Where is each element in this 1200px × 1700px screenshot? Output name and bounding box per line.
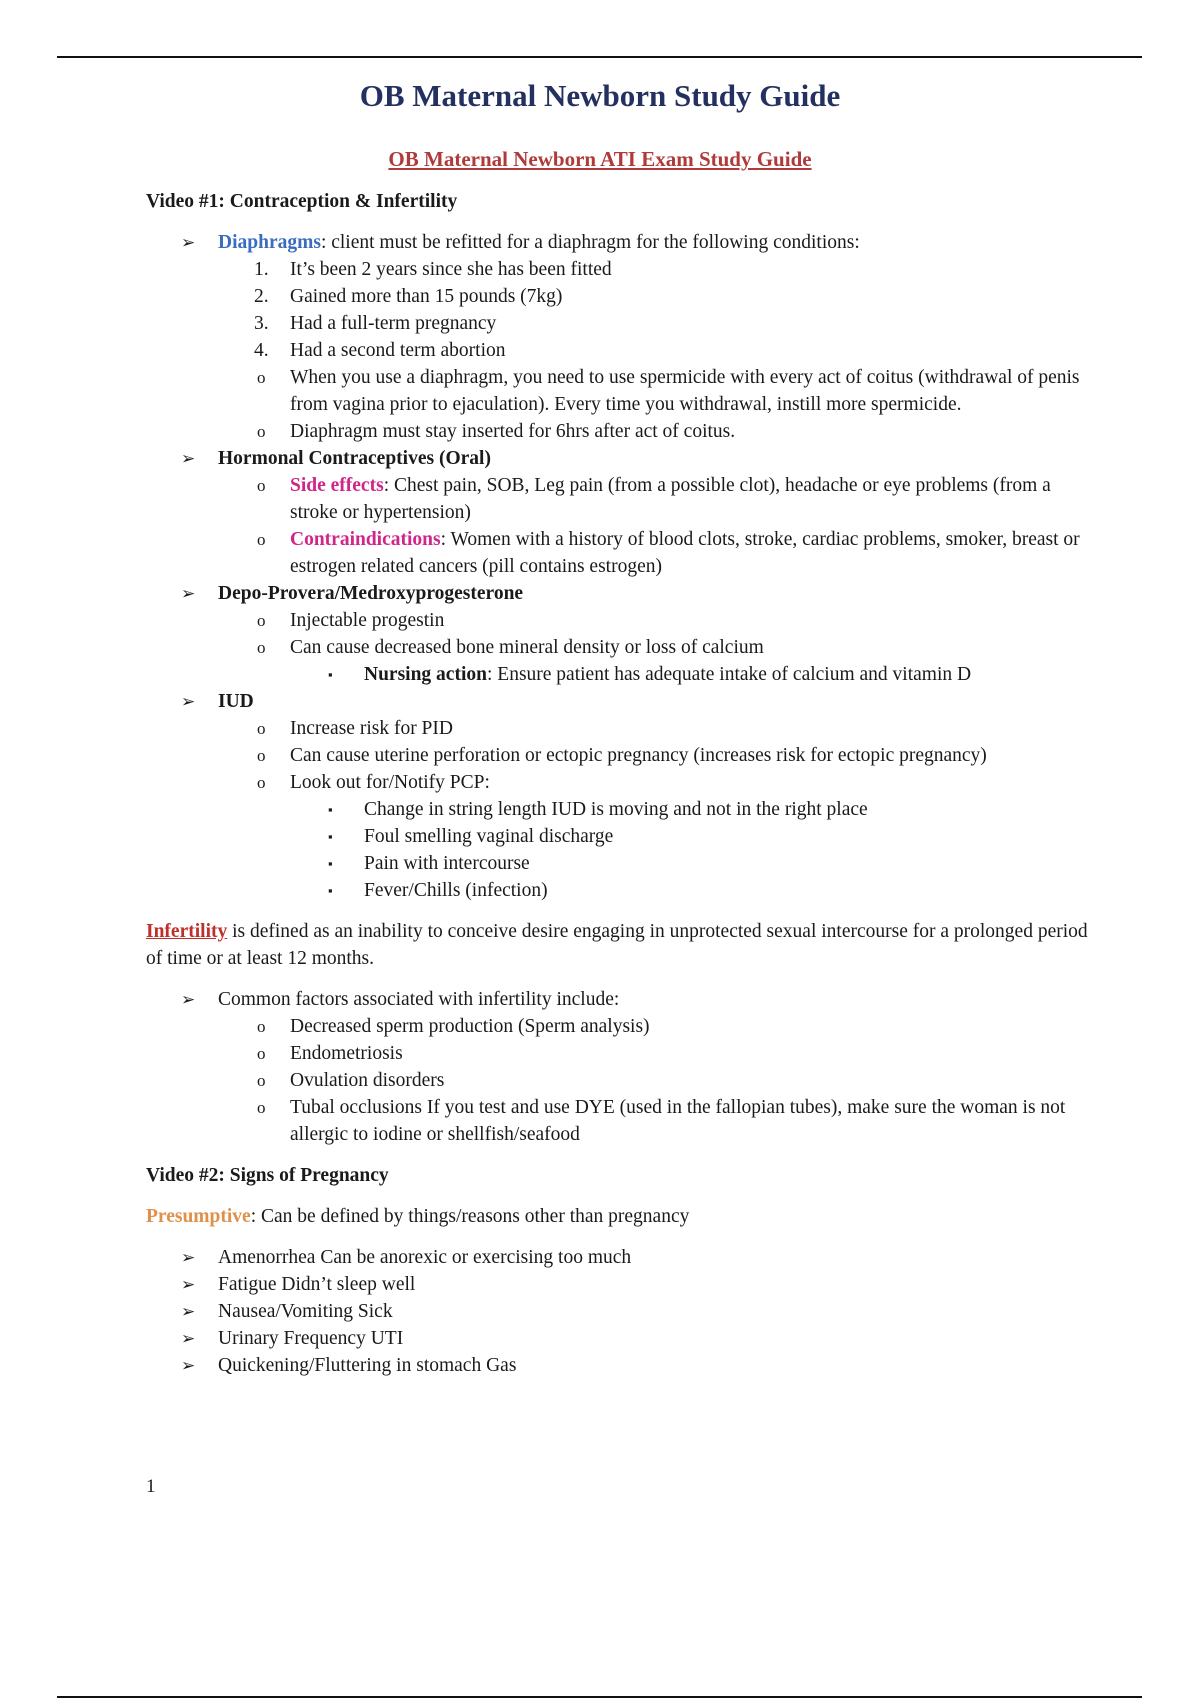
iud-item: o Can cause uterine perforation or ectopic pregnancy (increases risk for ectopic pregnancy) [146,742,1096,769]
bullet-hormonal [146,445,1096,472]
square-bullet-icon: ▪ [328,883,333,898]
circle-bullet-icon: o [257,1071,266,1090]
factor-item: o Tubal occlusions If you test and use DYE (used in the fallopian tubes), make sure the woman is not allergic to iodine or shellfish/seafood [146,1094,1096,1148]
bottom-rule [57,1696,1142,1698]
arrow-bullet-icon: ➢ [181,1275,196,1294]
circle-bullet-icon: o [257,611,266,630]
arrow-bullet-icon: ➢ [181,1302,196,1321]
diaphragms-text: : client must be refitted for a diaphragm for the following conditions: [320,232,860,253]
contraindications-item: o Contraindications: Women with a history of blood clots, stroke, cardiac problems, smoker, breast or estrogen related cancers (pill contains estrogen) [146,526,1096,580]
condition-item: 3. Had a full-term pregnancy [254,313,497,334]
diaphragm-note: o Diaphragm must stay inserted for 6hrs after act of coitus. [146,418,1096,445]
arrow-bullet-icon: ➢ [181,1248,196,1267]
bullet-iud [146,688,1096,715]
infertility-term: Infertility [146,921,228,942]
circle-bullet-icon: o [257,746,266,765]
circle-bullet-icon: o [257,773,266,792]
hormonal-heading: Hormonal Contraceptives (Oral) [218,448,491,469]
infertility-paragraph: Infertility is defined as an inability to conceive desire engaging in unprotected sexual intercourse for a prolonged period of time or at least 12 months. [146,921,1088,969]
sign-item: ➢ Quickening/Fluttering in stomach Gas [146,1352,1096,1379]
presumptive-paragraph: Presumptive: Can be defined by things/reasons other than pregnancy [146,1206,690,1227]
square-bullet-icon: ▪ [328,802,333,817]
arrow-bullet-icon: ➢ [181,990,196,1009]
notify-item: ▪ Fever/Chills (infection) [146,877,1096,904]
notify-item: ▪ Pain with intercourse [146,850,1096,877]
sign-item: ➢ Nausea/Vomiting Sick [146,1298,1096,1325]
circle-bullet-icon: o [257,530,266,549]
sign-item: ➢ Amenorrhea Can be anorexic or exercising too much [146,1244,1096,1271]
factor-item: o Endometriosis [146,1040,1096,1067]
arrow-bullet-icon: ➢ [181,1329,196,1348]
video2-heading: Video #2: Signs of Pregnancy [146,1165,389,1186]
video1-heading: Video #1: Contraception & Infertility [146,191,458,212]
condition-item: 4. Had a second term abortion [254,340,506,361]
side-effects-item: o Side effects: Chest pain, SOB, Leg pain (from a possible clot), headache or eye problems (from a stroke or hypertension) [146,472,1096,526]
arrow-bullet-icon: ➢ [181,692,196,711]
circle-bullet-icon: o [257,1044,266,1063]
bullet-depo [146,580,1096,607]
notify-item: ▪ Change in string length IUD is moving and not in the right place [146,796,1096,823]
arrow-bullet-icon: ➢ [181,584,196,603]
depo-item: o Can cause decreased bone mineral density or loss of calcium [146,634,1096,661]
circle-bullet-icon: o [257,422,266,441]
bullet-diaphragms [146,229,1096,256]
document-title: OB Maternal Newborn Study Guide [359,78,841,113]
presumptive-term: Presumptive [146,1206,251,1227]
document-subtitle: OB Maternal Newborn ATI Exam Study Guide [388,147,812,171]
circle-bullet-icon: o [257,368,266,387]
circle-bullet-icon: o [257,1098,266,1117]
bullet-infertility-factors: ➢ Common factors associated with infertility include: [146,986,1096,1013]
square-bullet-icon: ▪ [328,829,333,844]
arrow-bullet-icon: ➢ [181,233,196,252]
nursing-action-item: ▪ Nursing action: Ensure patient has adequate intake of calcium and vitamin D [146,661,1096,688]
arrow-bullet-icon: ➢ [181,1356,196,1375]
square-bullet-icon: ▪ [328,856,333,871]
condition-item: 1. It’s been 2 years since she has been fitted [254,259,612,280]
notify-item: ▪ Foul smelling vaginal discharge [146,823,1096,850]
sign-item: ➢ Urinary Frequency UTI [146,1325,1096,1352]
circle-bullet-icon: o [257,476,266,495]
circle-bullet-icon: o [257,719,266,738]
condition-item: 2. Gained more than 15 pounds (7kg) [254,286,563,307]
arrow-bullet-icon: ➢ [181,449,196,468]
factor-item: o Decreased sperm production (Sperm analysis) [146,1013,1096,1040]
depo-heading: Depo-Provera/Medroxyprogesterone [218,583,524,604]
circle-bullet-icon: o [257,638,266,657]
iud-heading: IUD [218,691,254,712]
page-number: 1 [146,1476,156,1497]
top-rule [57,56,1142,58]
circle-bullet-icon: o [257,1017,266,1036]
factor-item: o Ovulation disorders [146,1067,1096,1094]
document-body [146,188,1096,1379]
diaphragm-note: o When you use a diaphragm, you need to use spermicide with every act of coitus (withdrawal of penis from vagina prior to ejaculation). Every time you withdrawal, instill more spermicide. [146,364,1096,418]
square-bullet-icon: ▪ [328,667,333,682]
sign-item: ➢ Fatigue Didn’t sleep well [146,1271,1096,1298]
iud-item: o Look out for/Notify PCP: [146,769,1096,796]
diaphragms-term: Diaphragms [218,232,321,253]
iud-item: o Increase risk for PID [146,715,1096,742]
depo-item: o Injectable progestin [146,607,1096,634]
